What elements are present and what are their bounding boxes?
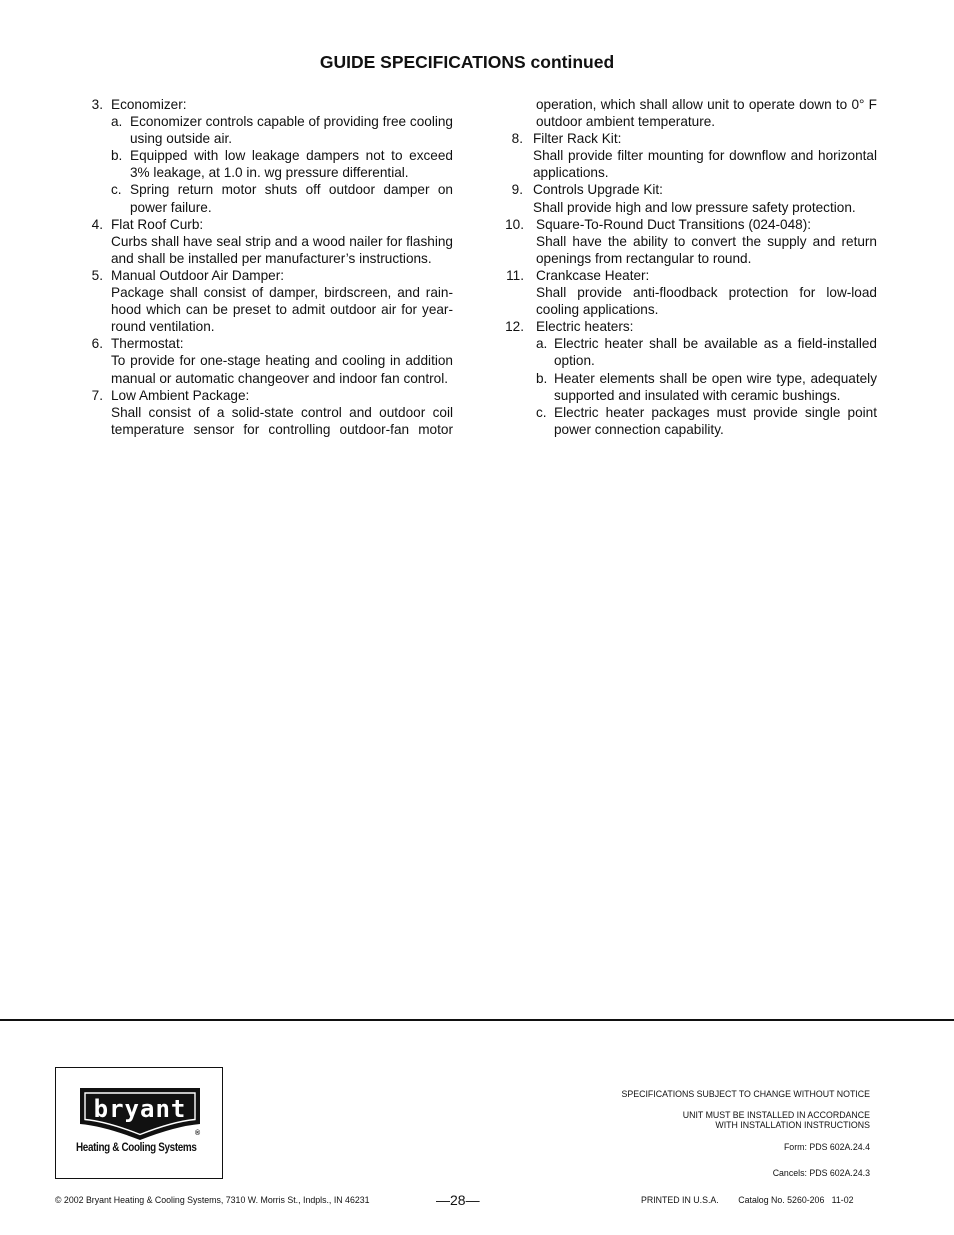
item-body: To provide for one-stage heating and cooling in addition manual or automatic changeover and indoor fan control. (111, 353, 453, 386)
sub-text: Economizer controls capable of providing free cooling using outside air. (130, 114, 453, 147)
svg-text:bryant: bryant (93, 1095, 187, 1123)
item-heading: Crankcase Heater: (536, 267, 650, 283)
spec-item-thermostat (87, 335, 453, 386)
item-number: 3. (91, 97, 103, 112)
item-number: 10. (505, 216, 524, 232)
sub-item (111, 113, 453, 147)
registered-mark: ® (195, 1130, 201, 1137)
spec-item-filter-rack (503, 130, 877, 181)
spec-item-crankcase-heater (503, 267, 877, 318)
spec-item-controls-upgrade (503, 181, 877, 215)
sub-item (111, 147, 453, 181)
spec-item-economizer (87, 96, 453, 216)
spec-item-duct-transitions (503, 216, 877, 267)
sub-text: Spring return motor shuts off outdoor damper on power failure. (130, 182, 453, 215)
item-number: 11. (506, 267, 524, 283)
printed-catalog: PRINTED IN U.S.A. Catalog No. 5260-206 11-02 (641, 1195, 854, 1205)
continued-text: operation, which shall allow unit to operate down to 0° F outdoor ambient temperature. (536, 97, 877, 130)
item-number: 7. (91, 387, 103, 403)
item-heading: Square-To-Round Duct Transitions (024-048): (536, 216, 812, 232)
bryant-logo (55, 1067, 223, 1179)
item-body: Shall consist of a solid-state control and outdoor coil temperature sensor for controlling outdoor-fan motor (111, 404, 453, 437)
spec-item-low-ambient (87, 387, 453, 438)
notice-install-line1: UNIT MUST BE INSTALLED IN ACCORDANCE (682, 1110, 870, 1120)
sub-item (111, 181, 453, 215)
page-title: GUIDE SPECIFICATIONS continued (319, 52, 615, 72)
sub-item (536, 370, 877, 404)
item-body: Shall provide filter mounting for downflow and horizontal applications. (533, 148, 877, 181)
item-heading: Filter Rack Kit: (533, 131, 622, 147)
notice-specs-change: SPECIFICATIONS SUBJECT TO CHANGE WITHOUT NOTICE (621, 1089, 870, 1099)
item-heading: Electric heaters: (536, 319, 634, 335)
sub-letter: a. (111, 114, 123, 130)
footer-divider (0, 1019, 954, 1021)
item-number: 5. (91, 267, 103, 283)
item-heading: Economizer: (111, 97, 187, 112)
item-heading: Low Ambient Package: (111, 387, 250, 403)
item-number: 6. (91, 336, 103, 352)
sub-text: Equipped with low leakage dampers not to exceed 3% leakage, at 1.0 in. wg pressure differential. (130, 148, 453, 181)
item-number: 8. (511, 131, 523, 147)
spec-item-electric-heaters (503, 318, 877, 438)
page-number: —28— (436, 1192, 480, 1208)
sub-text: Heater elements shall be open wire type, adequately supported and insulated with ceramic bushings. (554, 370, 877, 403)
item-heading: Controls Upgrade Kit: (533, 182, 663, 198)
item-number: 12. (505, 319, 524, 335)
sub-item (536, 335, 877, 369)
sub-text: Electric heater packages must provide single point power connection capability. (554, 404, 877, 437)
bryant-badge-icon (78, 1086, 202, 1142)
logo-tagline: Heating & Cooling Systems (76, 1142, 197, 1154)
sub-letter: b. (536, 370, 548, 386)
spec-item-flat-roof-curb (87, 216, 453, 267)
notice-install-line2: WITH INSTALLATION INSTRUCTIONS (715, 1120, 870, 1130)
item-heading: Thermostat: (111, 336, 184, 352)
item-body: Shall provide high and low pressure safety protection. (533, 199, 856, 215)
sub-letter: c. (111, 182, 122, 198)
spec-column-right (503, 96, 877, 438)
spec-item-manual-damper (87, 267, 453, 335)
cancels-number: Cancels: PDS 602A.24.3 (772, 1168, 870, 1178)
item-body: Shall provide anti-floodback protection for low-load cooling applications. (536, 285, 877, 318)
item-body: Curbs shall have seal strip and a wood nailer for flashing and shall be installed per manufacturer’s instructions. (111, 233, 453, 266)
item-number: 9. (511, 182, 523, 198)
item-heading: Flat Roof Curb: (111, 216, 204, 232)
form-number: Form: PDS 602A.24.4 (783, 1142, 870, 1152)
item-number: 4. (91, 216, 103, 232)
item-body: Package shall consist of damper, birdscreen, and rainhood which can be preset to admit outdoor air for year-round ventilation. (111, 285, 453, 335)
sub-letter: a. (536, 336, 548, 352)
item-heading: Manual Outdoor Air Damper: (111, 267, 285, 283)
spec-column-left (87, 96, 453, 438)
sub-letter: b. (111, 148, 123, 164)
sub-letter: c. (536, 404, 547, 420)
item-body: Shall have the ability to convert the supply and return openings from rectangular to round. (536, 233, 877, 266)
sub-item (536, 404, 877, 438)
sub-text: Electric heater shall be available as a field-installed option. (554, 336, 877, 369)
copyright-text: © 2002 Bryant Heating & Cooling Systems, 7310 W. Morris St., Indpls., IN 46231 (55, 1195, 370, 1205)
